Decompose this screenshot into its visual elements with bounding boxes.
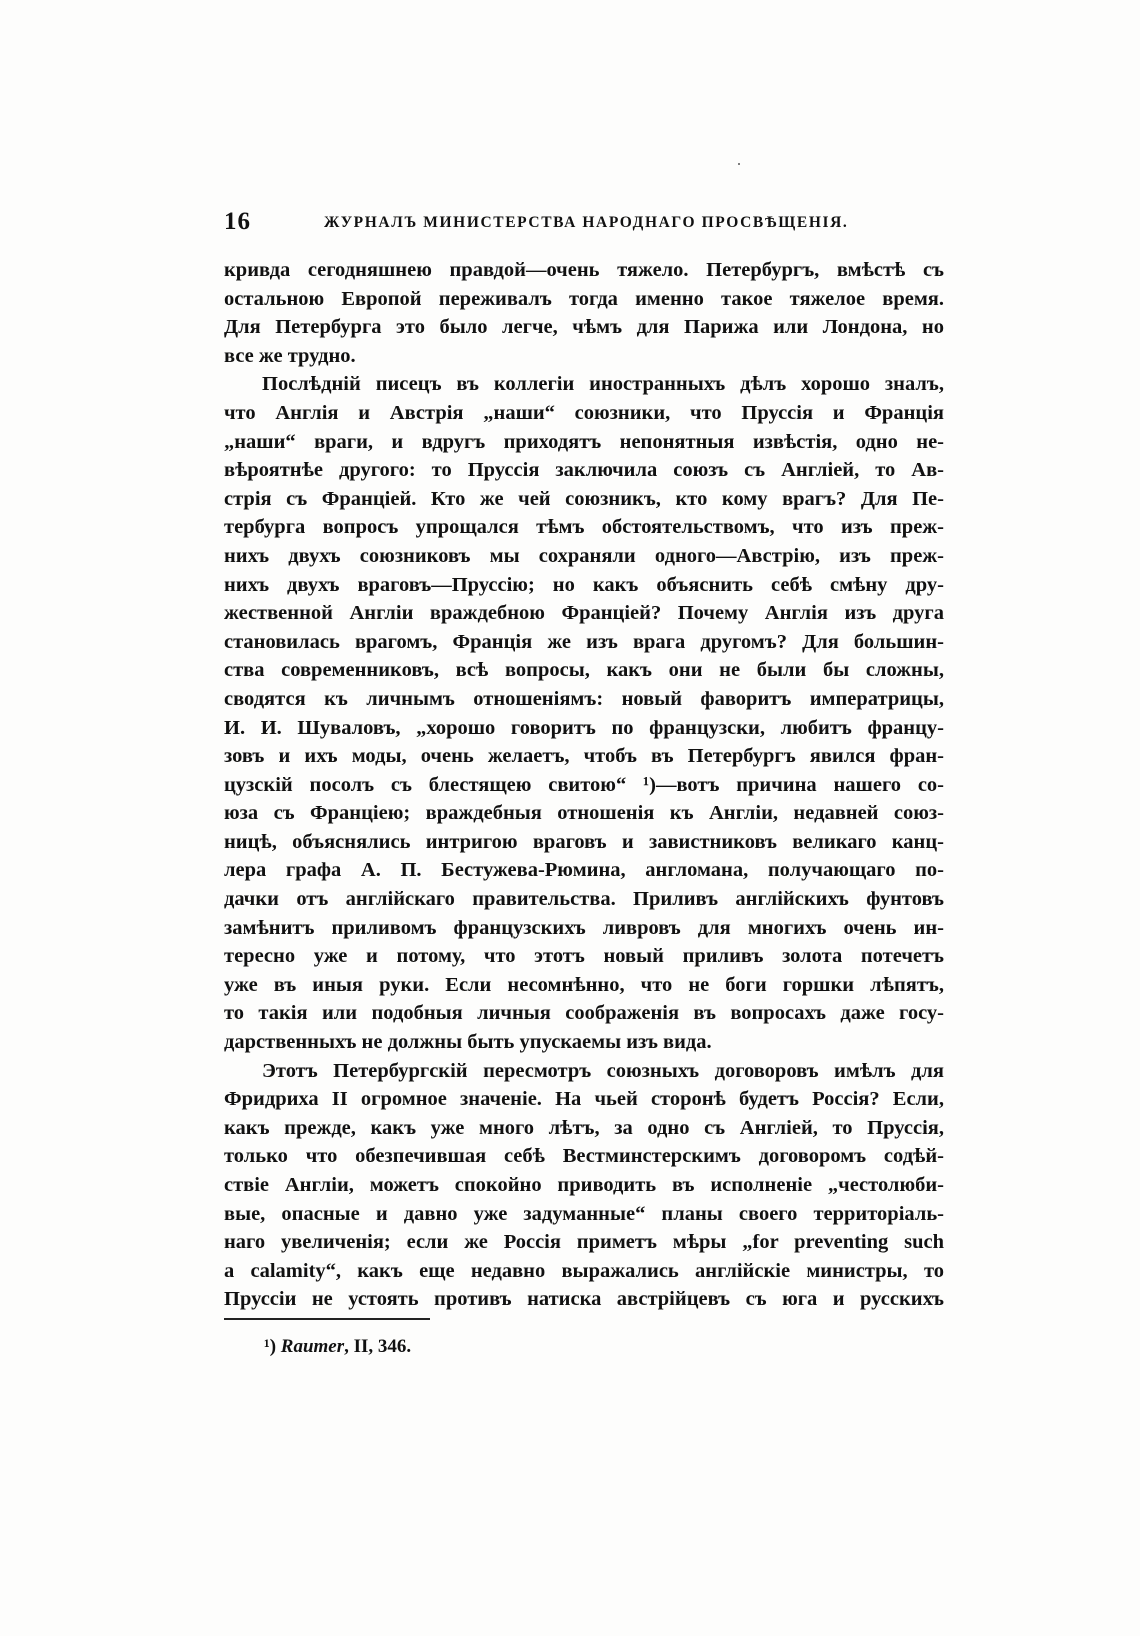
text-line: сводятся къ личнымъ отношеніямъ: новый фаворитъ императрицы, (224, 687, 944, 710)
text-line: наго увеличенія; если же Россія приметъ мѣры „for preventing such (224, 1231, 944, 1254)
footnote (264, 1336, 411, 1358)
text-line: какъ прежде, какъ уже много лѣтъ, за одно съ Англіей, то Пруссія, (224, 1116, 944, 1139)
text-line: вѣроятнѣе другого: то Пруссія заключила союзъ съ Англіей, то Ав- (224, 459, 944, 482)
text-line: Фридриха II огромное значеніе. На чьей сторонѣ будетъ Россія? Если, (224, 1088, 944, 1111)
text-line: уже въ иныя руки. Если несомнѣнно, что не боги горшки лѣпятъ, (224, 973, 944, 996)
footnote-author: Raumer (280, 1336, 345, 1357)
print-speck (738, 163, 740, 165)
text-line: все же трудно. (224, 344, 356, 367)
text-line: то такія или подобныя личныя соображенія въ вопросахъ даже госу- (224, 1002, 944, 1025)
text-line: ства современниковъ, всѣ вопросы, какъ они не были бы сложны, (224, 659, 944, 682)
text-line: юза съ Франціею; враждебныя отношенія къ Англіи, недавней союз- (224, 802, 944, 825)
page-header (224, 208, 946, 244)
text-line: Для Петербурга это было легче, чѣмъ для Парижа или Лондона, но (224, 316, 944, 339)
text-line: ницѣ, объяснялись интригою враговъ и завистниковъ великаго канц- (224, 830, 944, 853)
text-line: замѣнитъ приливомъ французскихъ ливровъ для многихъ очень ин- (224, 916, 944, 939)
text-line: вые, опасные и давно уже задуманные“ планы своего территоріаль- (224, 1202, 944, 1225)
text-line: стрія съ Франціей. Кто же чей союзникъ, кто кому врагъ? Для Пе- (224, 487, 944, 510)
text-line: цузскій посолъ съ блестящею свитою“ ¹)—вотъ причина нашего со- (224, 773, 944, 796)
footnote-divider (224, 1318, 430, 1320)
text-line: нихъ двухъ враговъ—Пруссію; но какъ объяснить себѣ смѣну дру- (224, 573, 944, 596)
text-line: зовъ и ихъ моды, очень желаетъ, чтобъ въ Петербургъ явился фран- (224, 745, 944, 768)
text-line: Послѣдній писецъ въ коллегіи иностранныхъ дѣлъ хорошо зналъ, (262, 373, 944, 396)
page-number: 16 (224, 208, 251, 235)
body-text (224, 256, 944, 1314)
text-line: „наши“ враги, и вдругъ приходятъ непонятныя извѣстія, одно не- (224, 430, 944, 453)
footnote-reference: , II, 346. (344, 1336, 412, 1357)
text-line: Пруссіи не устоять противъ натиска австрійцевъ съ юга и русскихъ (224, 1288, 944, 1311)
text-line: тербурга вопросъ упрощался тѣмъ обстоятельствомъ, что изъ преж- (224, 516, 944, 539)
text-line: только что обезпечившая себѣ Вестминстерскимъ договоромъ содѣй- (224, 1145, 944, 1168)
text-line: Этотъ Петербургскій пересмотръ союзныхъ договоровъ имѣлъ для (262, 1059, 944, 1082)
text-line: ствіе Англіи, можетъ спокойно приводить въ исполненіе „честолюби- (224, 1174, 944, 1196)
text-line: дарственныхъ не должны быть упускаемы изъ вида. (224, 1031, 712, 1054)
text-line: становилась врагомъ, Франція же изъ врага другомъ? Для большин- (224, 630, 944, 653)
footnote-marker: ¹) (264, 1336, 277, 1357)
text-line: a calamity“, какъ еще недавно выражались англійскіе министры, то (224, 1259, 944, 1282)
text-line: И. И. Шуваловъ, „хорошо говоритъ по французски, любитъ францу- (224, 716, 944, 739)
text-line: дачки отъ англійскаго правительства. Приливъ англійскихъ фунтовъ (224, 888, 944, 911)
text-line: лера графа А. П. Бестужева-Рюмина, англомана, получающаго по- (224, 859, 944, 882)
text-line: нихъ двухъ союзниковъ мы сохраняли одного—Австрію, изъ преж- (224, 544, 944, 567)
text-line: остальною Европой переживалъ тогда именно такое тяжелое время. (224, 287, 944, 310)
running-title: ЖУРНАЛЪ МИНИСТЕРСТВА НАРОДНАГО ПРОСВѢЩЕНІЯ. (324, 214, 849, 231)
text-line: жественной Англіи враждебною Франціей? Почему Англія изъ друга (224, 602, 944, 625)
text-line: тересно уже и потому, что этотъ новый приливъ золота потечетъ (224, 945, 944, 968)
text-line: что Англія и Австрія „наши“ союзники, что Пруссія и Франція (224, 401, 944, 424)
text-line: кривда сегодняшнею правдой—очень тяжело. Петербургъ, вмѣстѣ съ (224, 259, 944, 281)
